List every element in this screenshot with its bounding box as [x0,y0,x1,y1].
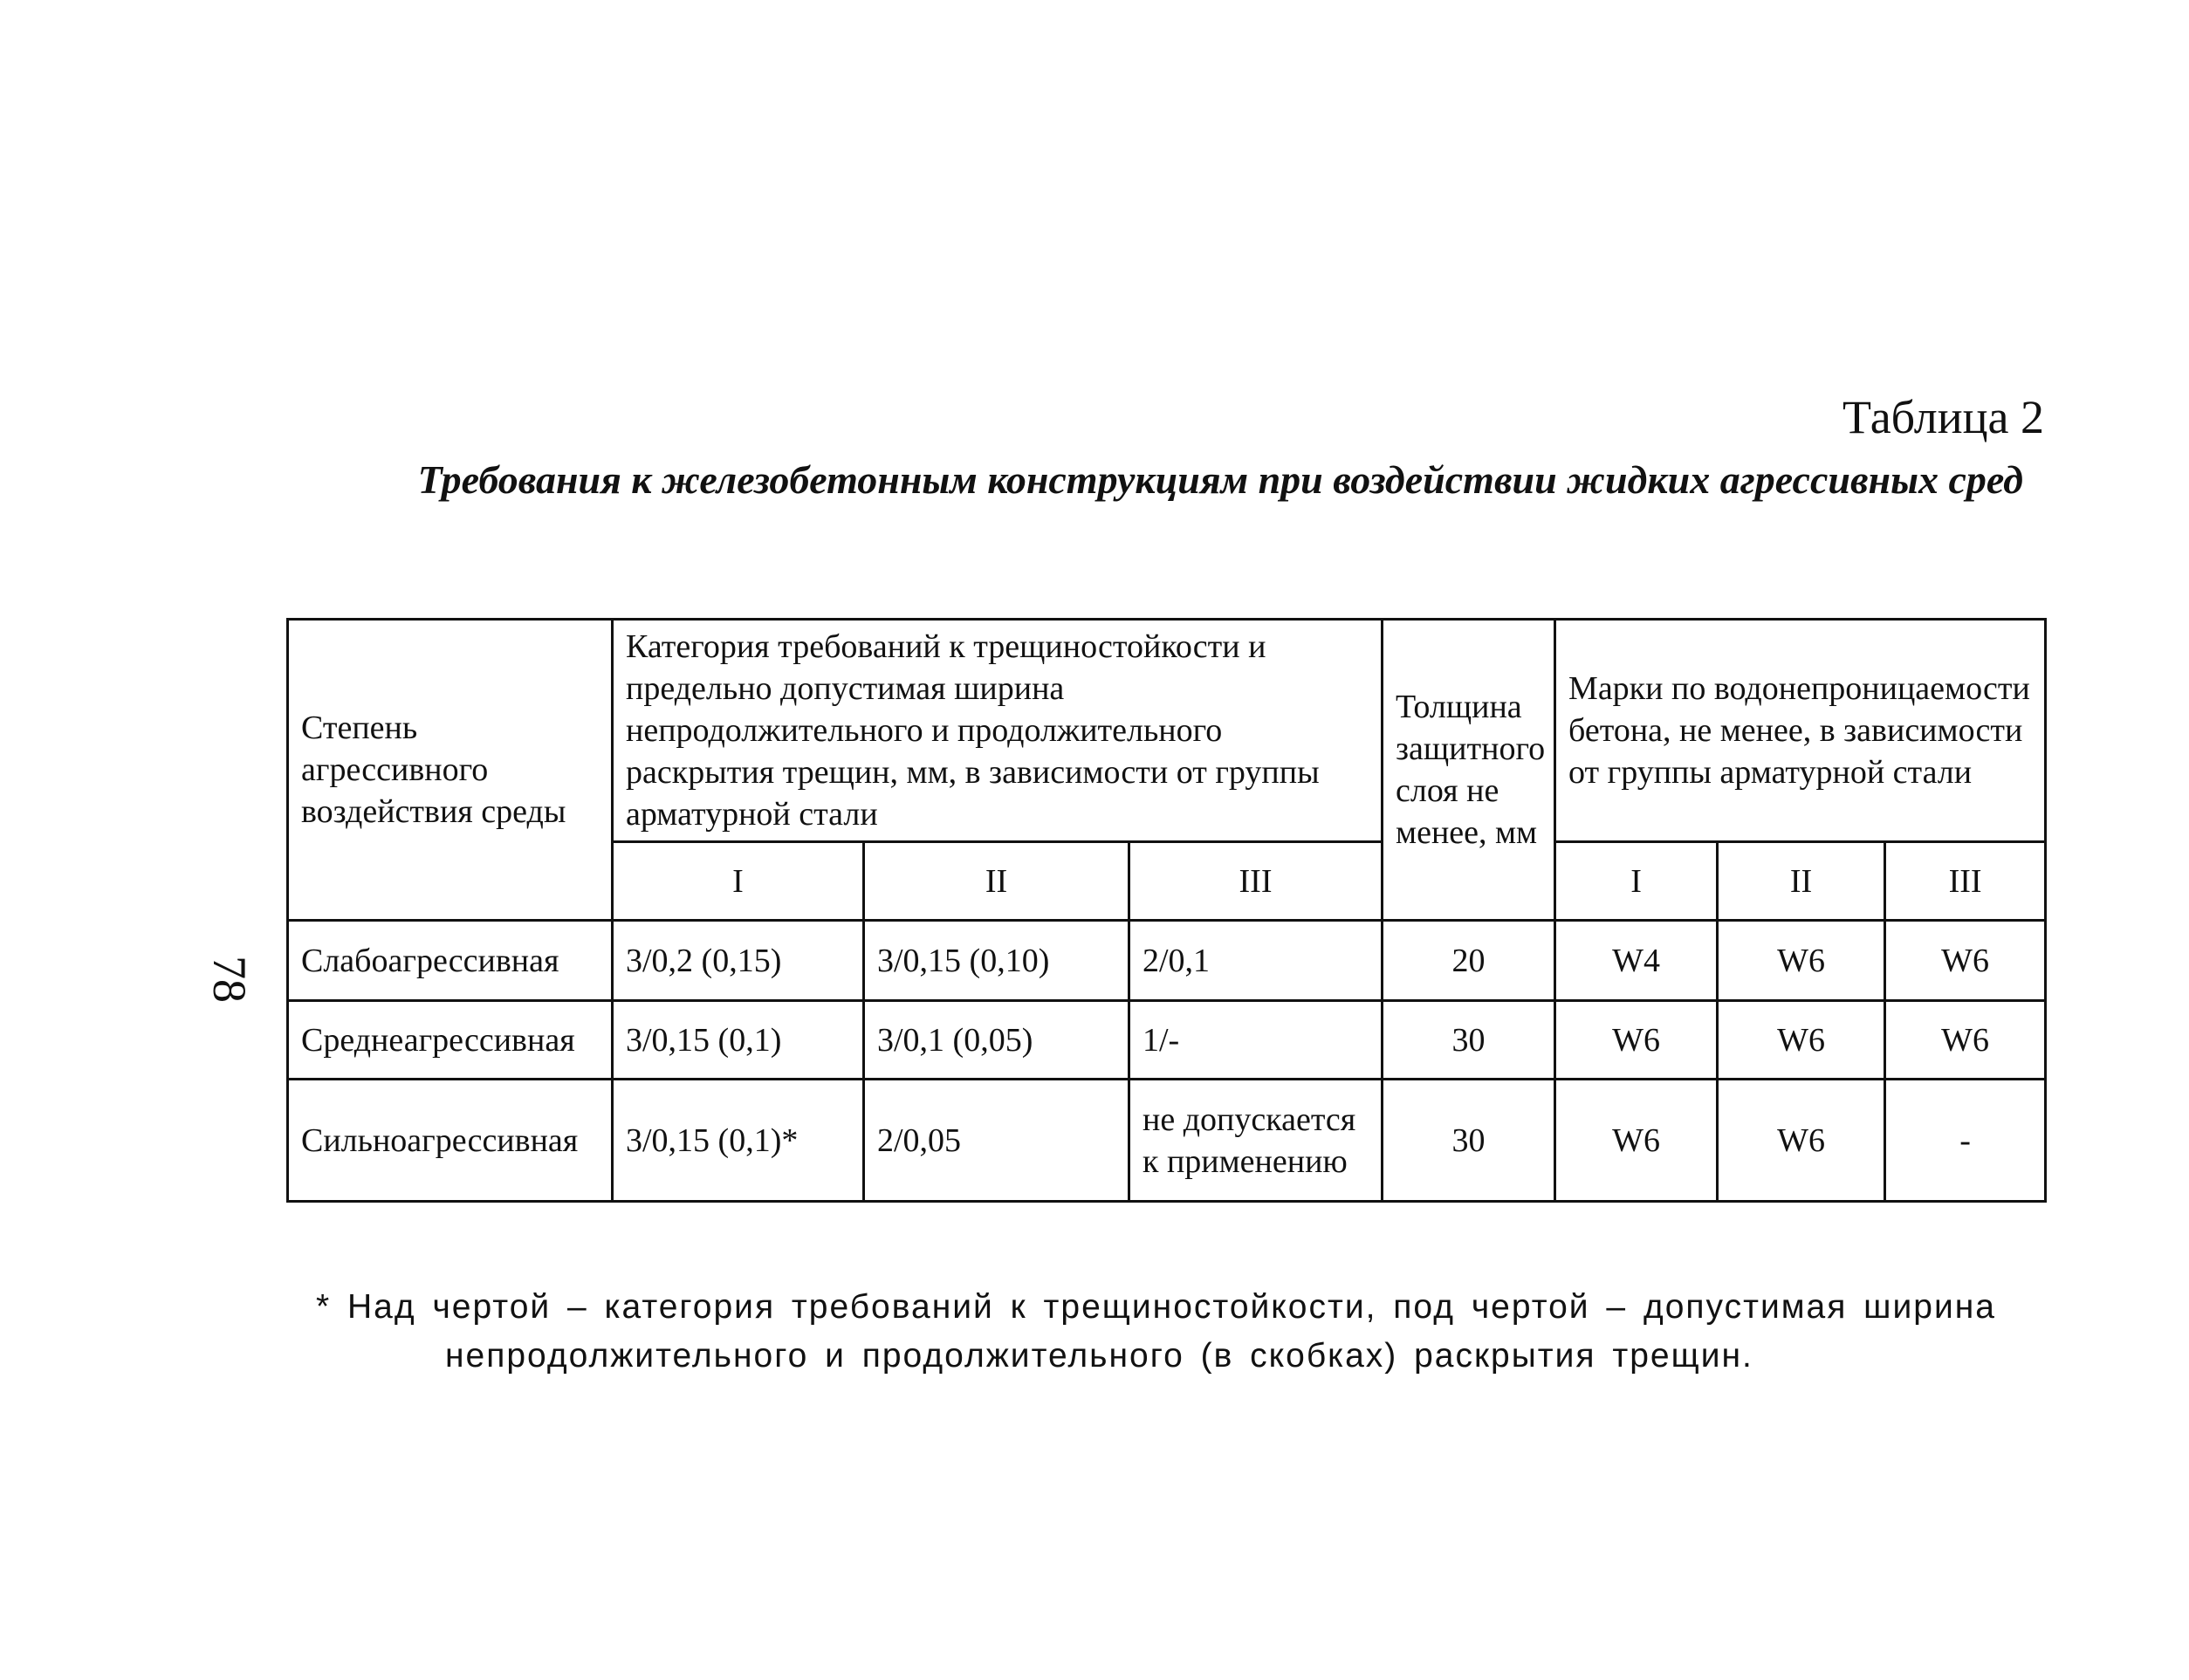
crack-value-ii: 2/0,05 [864,1080,1129,1202]
header-aggressiveness: Степень агрессивного воздействия среды [288,620,613,921]
crack-group-iii: III [1129,842,1383,921]
crack-value-iii: 1/- [1129,1001,1383,1080]
table-label: Таблица 2 [1842,391,2044,443]
crack-value-i: 3/0,15 (0,1) [613,1001,864,1080]
footnote [316,1283,2044,1381]
cover-value: 30 [1383,1001,1555,1080]
header-cover-thickness: Толщина защитного слоя не менее, мм [1383,620,1555,921]
crack-group-i: I [613,842,864,921]
crack-value-i: 3/0,15 (0,1)* [613,1080,864,1202]
water-value-i: W6 [1555,1080,1718,1202]
table-row [288,1001,2046,1080]
water-value-i: W6 [1555,1001,1718,1080]
header-crack-category: Категория требований к трещиностойкости и предельно допустимая ширина непродолжительного и продолжительного раскрытия трещин, мм, в зависимости от группы арматурной стали [613,620,1383,842]
water-value-iii: W6 [1885,1001,2046,1080]
cover-value: 30 [1383,1080,1555,1202]
crack-value-ii: 3/0,15 (0,10) [864,921,1129,1001]
water-group-iii: III [1885,842,2046,921]
table-title: Требования к железобетонным конструкциям при воздействии жидких агрессивных сред [417,457,2023,502]
header-row [288,620,2046,842]
footnote-line-2: непродолжительного и продолжительного (в скобках) раскрытия трещин. [445,1337,1753,1375]
water-value-iii: W6 [1885,921,2046,1001]
cover-value: 20 [1383,921,1555,1001]
footnote-line-1: * Над чертой – категория требований к трещиностойкости, под чертой – допустимая ширина [316,1288,1996,1326]
crack-value-ii: 3/0,1 (0,05) [864,1001,1129,1080]
water-group-i: I [1555,842,1718,921]
water-value-iii: - [1885,1080,2046,1202]
water-value-ii: W6 [1718,1001,1885,1080]
table-row [288,921,2046,1001]
row-name: Сильноагрессивная [288,1080,613,1202]
requirements-table [286,618,2047,1203]
water-value-ii: W6 [1718,1080,1885,1202]
water-value-i: W4 [1555,921,1718,1001]
crack-value-i: 3/0,2 (0,15) [613,921,864,1001]
crack-value-iii: не допускается к применению [1129,1080,1383,1202]
water-group-ii: II [1718,842,1885,921]
water-value-ii: W6 [1718,921,1885,1001]
table-row [288,1080,2046,1202]
page-number: 78 [203,956,256,1003]
header-water-grade: Марки по водонепроницаемости бетона, не менее, в зависимости от группы арматурной стали [1555,620,2046,842]
row-name: Среднеагрессивная [288,1001,613,1080]
crack-value-iii: 2/0,1 [1129,921,1383,1001]
crack-group-ii: II [864,842,1129,921]
row-name: Слабоагрессивная [288,921,613,1001]
